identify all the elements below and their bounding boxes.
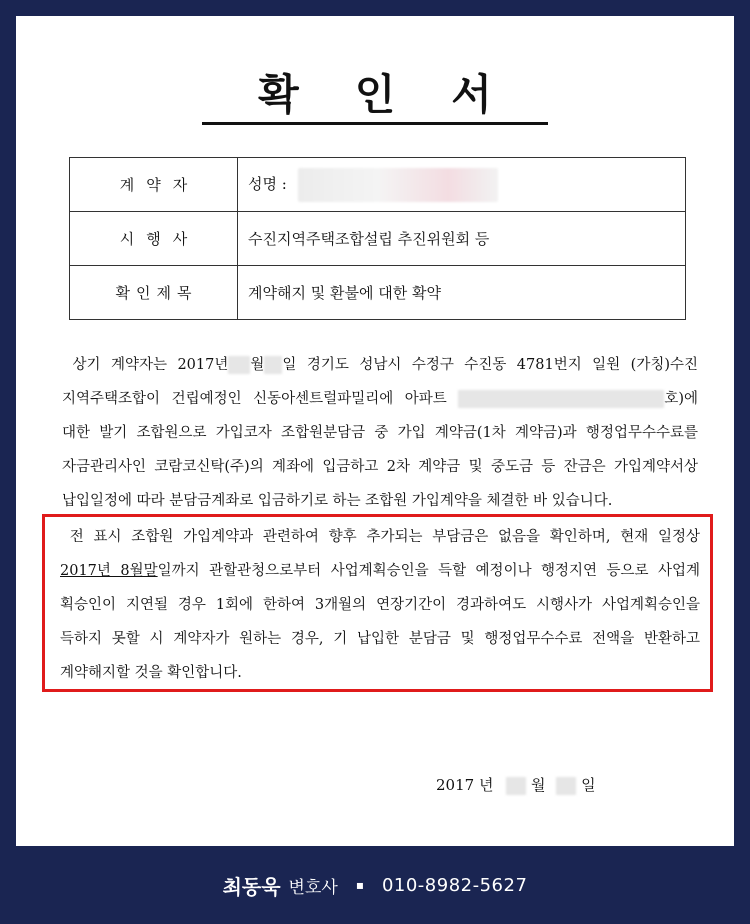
table-row	[70, 212, 686, 266]
confirmation-paragraph	[60, 520, 700, 690]
separator-icon: ▪	[355, 878, 364, 892]
phone-number: 010-8982-5627	[381, 874, 528, 896]
paragraph-line: 상기 계약자는 2017년 월 일 경기도 성남시 수정구 수진동 4781번지 일원 (가칭)수진	[72, 357, 699, 373]
document-title: 확인서	[16, 68, 734, 125]
signature-date: 2017 년 월 일	[436, 776, 596, 794]
footer-bar	[0, 846, 750, 924]
paragraph-line: 획승인이 지연될 경우 1회에 한하여 3개월의 연장기간이 경과하여도 시행사가 사업계획승인을	[60, 597, 700, 613]
redacted-name	[298, 168, 498, 202]
paragraph-line: 득하지 못할 시 계약자가 원하는 경우, 기 납입한 분담금 및 행정업무수수료 전액을 반환하고	[60, 631, 700, 647]
redacted-date-month	[506, 777, 526, 795]
subject-label: 확인제목	[70, 266, 238, 320]
redacted-month	[228, 356, 250, 374]
contractor-label: 계약자	[70, 158, 238, 212]
paragraph-line: 계약해지할 것을 확인합니다.	[60, 665, 242, 681]
paragraph-line: 자금관리사인 코람코신탁(주)의 계좌에 입금하고 2차 계약금 및 중도금 등 잔금은 가입계약서상	[62, 459, 698, 475]
paragraph-line: 대한 발기 조합원으로 가입코자 조합원분담금 중 가입 계약금(1차 계약금)과 행정업무수수료를	[62, 425, 698, 441]
table-row	[70, 266, 686, 320]
table-row	[70, 158, 686, 212]
paragraph-line: 2017년 8월말일까지 관할관청으로부터 사업계획승인을 득할 예정이나 행정지연 등으로 사업계	[60, 563, 701, 579]
document-page	[16, 16, 734, 846]
redacted-unit	[458, 390, 664, 408]
contract-paragraph	[62, 348, 698, 518]
redacted-date-day	[556, 777, 576, 795]
lawyer-role: 변호사	[288, 877, 338, 898]
paragraph-line: 지역주택조합이 건립예정인 신동아센트럴파밀리에 아파트 호)에	[62, 391, 698, 407]
developer-label: 시행사	[70, 212, 238, 266]
subject-value: 계약해지 및 환불에 대한 확약	[238, 266, 686, 320]
developer-value: 수진지역주택조합설립 추진위원회 등	[238, 212, 686, 266]
lawyer-name: 최동욱	[222, 874, 281, 899]
deadline-date: 2017년 8월말	[60, 563, 158, 579]
redacted-day	[264, 356, 282, 374]
contract-info-table	[69, 157, 686, 320]
contractor-name-label: 성명 :	[248, 174, 287, 193]
contractor-value	[238, 158, 686, 212]
paragraph-line: 전 표시 조합원 가입계약과 관련하여 향후 추가되는 부담금은 없음을 확인하며, 현재 일정상	[69, 529, 700, 545]
paragraph-line: 납입일정에 따라 분담금계좌로 입금하기로 하는 조합원 가입계약을 체결한 바 있습니다.	[62, 493, 613, 509]
